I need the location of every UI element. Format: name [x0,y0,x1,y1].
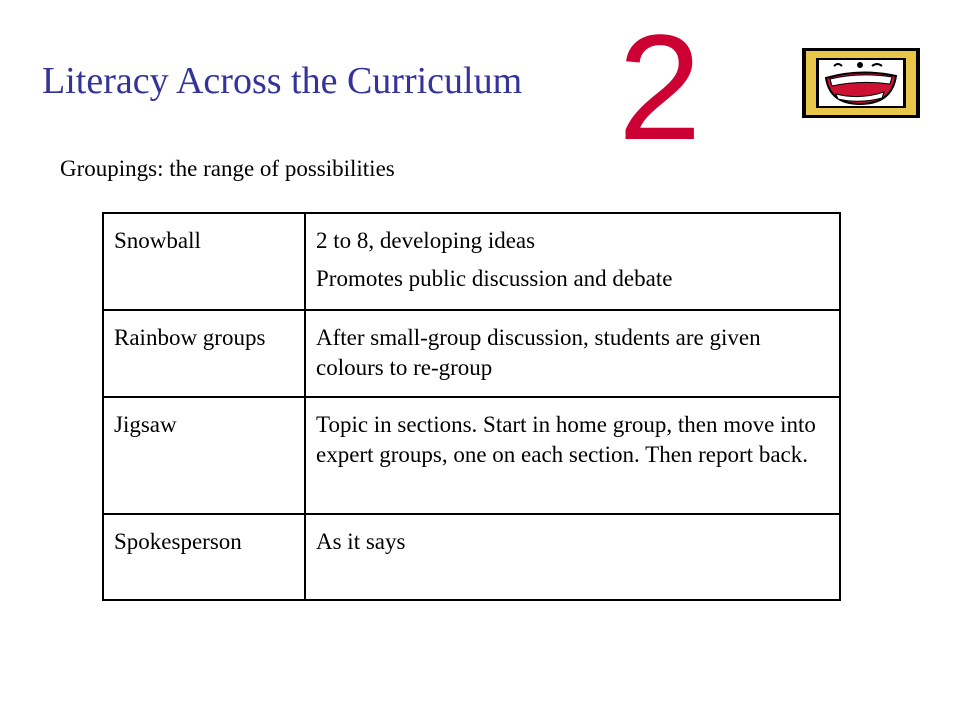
description-line: Promotes public discussion and debate [316,266,673,291]
table-row [103,213,840,310]
grouping-description [305,213,840,310]
table-row [103,397,840,514]
grouping-description [305,514,840,600]
grouping-description [305,397,840,514]
grouping-description [305,310,840,397]
description-line: Topic in sections. Start in home group, then move into expert groups, one on each section. Then report back. [316,412,816,467]
grouping-name: Rainbow groups [103,310,305,397]
grouping-name: Spokesperson [103,514,305,600]
table-row [103,310,840,397]
groupings-table [102,212,841,601]
description-line: After small-group discussion, students are given colours to re-group [316,325,761,380]
description-line: As it says [316,529,406,554]
grouping-name: Jigsaw [103,397,305,514]
grouping-name: Snowball [103,213,305,310]
slide-subtitle: Groupings: the range of possibilities [60,156,395,181]
table-row [103,514,840,600]
laughing-mouth-picture-icon [800,46,922,120]
slide-number: 2 [618,3,702,171]
slide-title: Literacy Across the Curriculum [42,60,523,102]
description-line: 2 to 8, developing ideas [316,228,536,253]
